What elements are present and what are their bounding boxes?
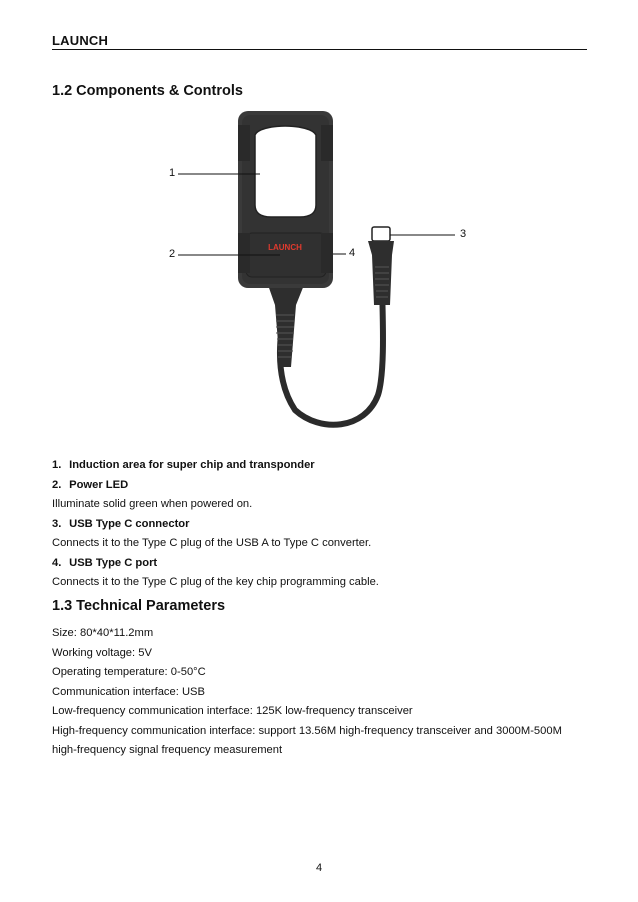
component-item-3-number: 3. bbox=[52, 517, 62, 530]
callout-4: 4 bbox=[349, 247, 356, 259]
callout-3: 3 bbox=[460, 228, 467, 240]
usb-c-metal-tip bbox=[372, 227, 390, 241]
component-item-1-title bbox=[52, 456, 592, 476]
component-item-1-label: Induction area for super chip and transponder bbox=[69, 459, 315, 471]
component-item-2-label: Power LED bbox=[69, 478, 129, 491]
component-item-3-description: Connects it to the Type C plug of the USB A to Type C converter. bbox=[52, 537, 372, 549]
device-figure bbox=[150, 105, 490, 440]
component-item-3-label: USB Type C connector bbox=[69, 517, 190, 530]
device-logo: LAUNCH bbox=[268, 243, 302, 252]
parameter-interface: Communication interface: USB bbox=[52, 685, 205, 698]
component-item-4-title bbox=[52, 554, 592, 574]
parameter-low-frequency: Low-frequency communication interface: 125K low-frequency transceiver bbox=[52, 705, 413, 717]
section-heading-parameters: 1.3 Technical Parameters bbox=[52, 598, 226, 614]
component-item-4-description: Connects it to the Type C plug of the key chip programming cable. bbox=[52, 576, 379, 588]
header-divider bbox=[52, 49, 587, 50]
induction-area bbox=[255, 126, 316, 217]
parameter-high-frequency-continued: high-frequency signal frequency measurement bbox=[52, 744, 283, 756]
parameter-voltage: Working voltage: 5V bbox=[52, 646, 152, 659]
component-item-3-title bbox=[52, 515, 592, 535]
component-item-2-title bbox=[52, 476, 592, 496]
component-item-2-number: 2. bbox=[52, 478, 62, 491]
section-heading-components: 1.2 Components & Controls bbox=[52, 83, 243, 99]
parameter-size: Size: 80*40*11.2mm bbox=[52, 627, 154, 639]
component-item-2-description: Illuminate solid green when powered on. bbox=[52, 498, 253, 510]
page-number: 4 bbox=[315, 862, 323, 874]
callout-1: 1 bbox=[169, 167, 176, 179]
component-item-4-label: USB Type C port bbox=[69, 556, 158, 569]
parameter-high-frequency: High-frequency communication interface: support 13.56M high-frequency transceiver and 3000M-500M bbox=[52, 724, 562, 737]
header-brand: LAUNCH bbox=[52, 33, 109, 48]
component-item-4-number: 4. bbox=[52, 556, 62, 569]
parameter-temperature: Operating temperature: 0-50°C bbox=[52, 666, 206, 678]
component-item-1-number: 1. bbox=[52, 459, 62, 471]
device-illustration bbox=[150, 105, 490, 440]
component-list bbox=[52, 456, 592, 593]
callout-2: 2 bbox=[169, 248, 176, 260]
parameter-list bbox=[52, 624, 592, 761]
strain-relief bbox=[268, 285, 304, 367]
